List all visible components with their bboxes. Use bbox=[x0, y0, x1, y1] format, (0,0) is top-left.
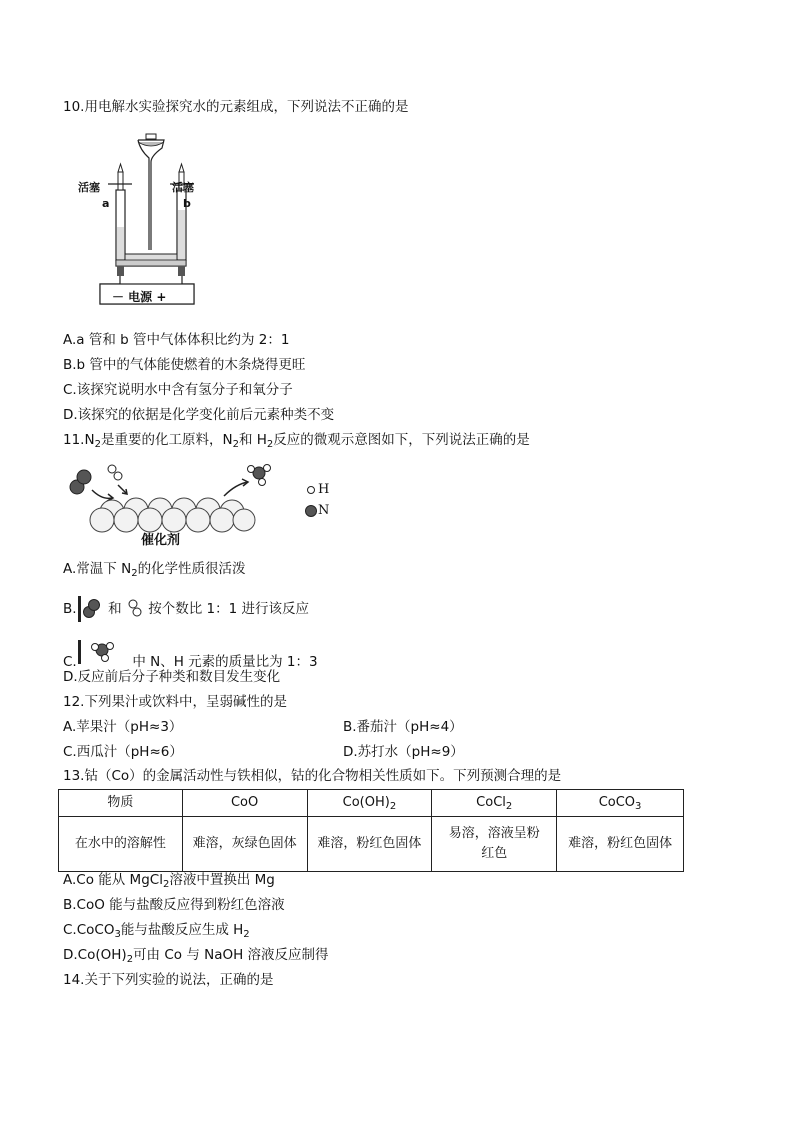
q14-stem: 14.关于下列实验的说法，正确的是 bbox=[63, 972, 274, 988]
q11-stem: $11.N_2$是重要的化工原料，$N_2$和 $H_2$反应的微观示意图如下，下列说法正确的是 bbox=[63, 432, 530, 450]
q11-option-d: D.反应前后分子种类和数目发生变化 bbox=[63, 669, 281, 685]
q12-option-d: D.苏打水（pH≈9） bbox=[343, 744, 464, 760]
catalyst-reaction-figure bbox=[64, 460, 354, 545]
q11-option-a: A.常温下 $N_2$的化学性质很活泼 bbox=[63, 561, 246, 579]
table-cell: 难溶，灰绿色固体 bbox=[182, 817, 307, 872]
electrolysis-apparatus-figure bbox=[72, 132, 202, 312]
cobalt-compounds-table bbox=[58, 789, 684, 872]
tube-a-label: a bbox=[102, 197, 110, 210]
q13-stem: 13.钴（Co）的金属活动性与铁相似，钴的化合物相关性质如下。下列预测合理的是 bbox=[63, 768, 562, 784]
table-header-cell: CoCl$_2$ bbox=[432, 790, 557, 817]
catalyst-label: 催化剂 bbox=[141, 533, 181, 548]
stopcock-label-right: 活塞 bbox=[172, 181, 194, 194]
tube-b-label: b bbox=[183, 197, 191, 210]
q12-option-c: C.西瓜汁（pH≈6） bbox=[63, 744, 183, 760]
table-cell: 易溶，溶液呈粉红色 bbox=[432, 817, 557, 872]
n2-molecule-icon bbox=[78, 596, 104, 622]
table-header-cell: $Co(OH)_2$ bbox=[307, 790, 432, 817]
q11-option-b: B. 和 按个数比 1：1 进行该反应 bbox=[63, 596, 309, 620]
q10-stem: 10.用电解水实验探究水的元素组成，下列说法不正确的是 bbox=[63, 99, 409, 115]
q12-stem: 12.下列果汁或饮料中，呈弱碱性的是 bbox=[63, 694, 287, 710]
table-header-cell: CoO bbox=[182, 790, 307, 817]
q13-option-c: C.CoCO$_3$能与盐酸反应生成 $H_2$ bbox=[63, 922, 250, 940]
h2-molecule-icon bbox=[126, 598, 144, 620]
q10-option-a: A.a 管和 b 管中气体体积比约为 2：1 bbox=[63, 332, 290, 348]
q12-option-a: A.苹果汁（pH≈3） bbox=[63, 719, 183, 735]
table-header-cell: 物质 bbox=[59, 790, 183, 817]
table-header-row bbox=[59, 790, 684, 817]
table-cell: 难溶，粉红色固体 bbox=[307, 817, 432, 872]
q10-option-d: D.该探究的依据是化学变化前后元素种类不变 bbox=[63, 407, 335, 423]
q13-option-b: B.CoO 能与盐酸反应得到粉红色溶液 bbox=[63, 897, 285, 913]
q12-option-b: B.番茄汁（pH≈4） bbox=[343, 719, 463, 735]
table-row bbox=[59, 817, 684, 872]
legend-n-label: N bbox=[318, 503, 330, 518]
power-supply-label: － 电源 + bbox=[112, 290, 167, 304]
q13-option-a: A.Co 能从 MgCl$_2$溶液中置换出 Mg bbox=[63, 872, 275, 890]
q10-option-c: C.该探究说明水中含有氢分子和氧分子 bbox=[63, 382, 293, 398]
stopcock-label-left: 活塞 bbox=[78, 181, 100, 194]
table-header-cell: CoCO$_3$ bbox=[557, 790, 684, 817]
nh3-molecule-icon bbox=[78, 640, 128, 668]
q10-option-b: B.b 管中的气体能使燃着的木条烧得更旺 bbox=[63, 357, 306, 373]
q11-option-c: C. 中 N、H 元素的质量比为 1：3 bbox=[63, 640, 318, 666]
q13-option-d: $D.Co(OH)_2$可由 Co 与 NaOH 溶液反应制得 bbox=[63, 947, 329, 965]
table-cell: 难溶，粉红色固体 bbox=[557, 817, 684, 872]
legend-h-label: H bbox=[318, 482, 330, 497]
table-row-label: 在水中的溶解性 bbox=[59, 817, 183, 872]
